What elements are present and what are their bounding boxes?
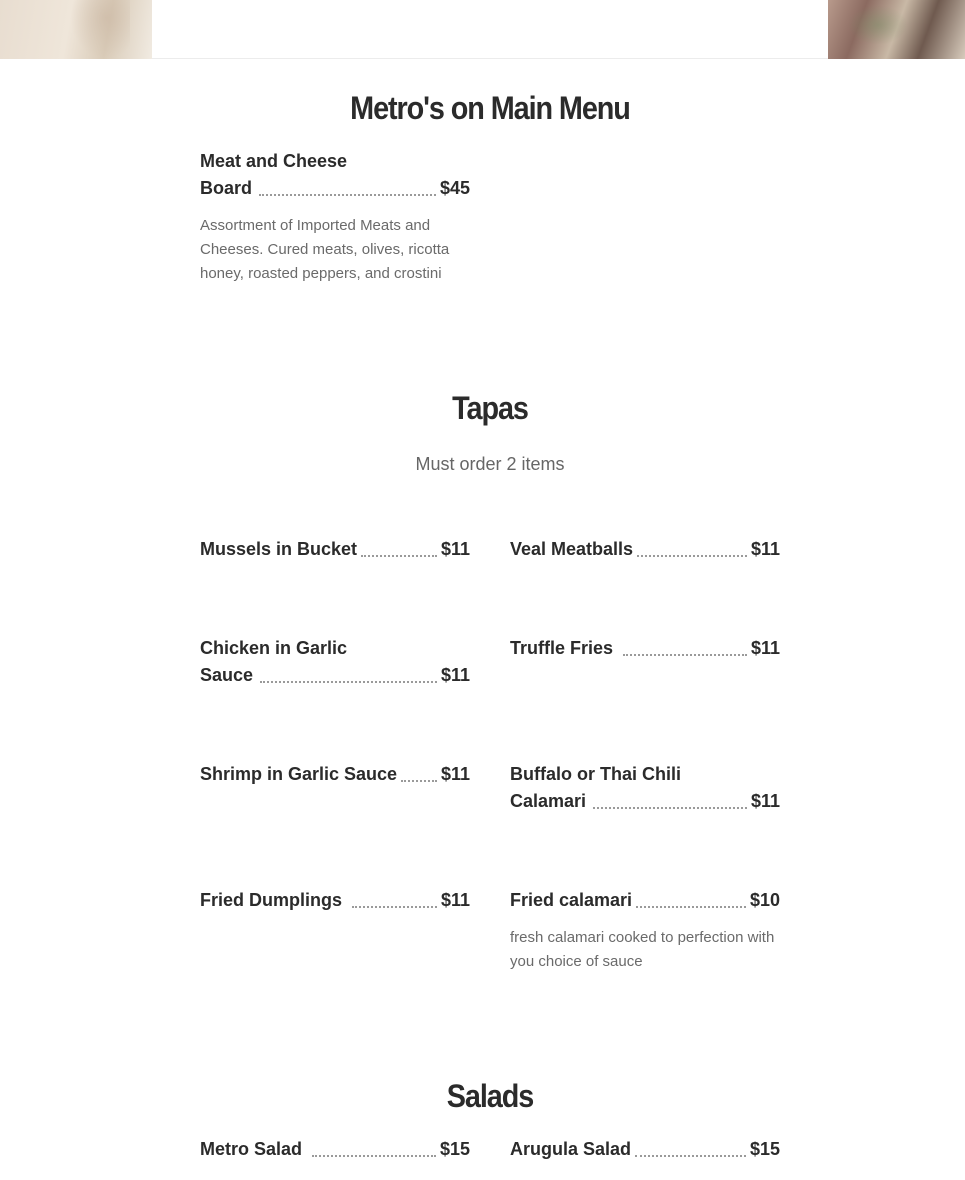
price-leader-buffalo-calamari <box>589 788 780 815</box>
item-price: $11 <box>750 638 780 658</box>
menu-item-veal-meatballs <box>510 536 780 563</box>
item-price: $11 <box>440 890 470 910</box>
item-price: $11 <box>440 539 470 559</box>
item-price: $11 <box>750 791 780 811</box>
item-price: $15 <box>749 1139 780 1159</box>
dot-leader <box>623 654 747 656</box>
item-name: Fried Dumplings <box>200 890 343 910</box>
dot-leader <box>260 681 437 683</box>
tapas-title: Tapas <box>452 390 528 426</box>
item-description: fresh calamari cooked to perfection with you choice of sauce <box>510 929 775 970</box>
item-header <box>510 536 780 563</box>
item-name: Chicken in Garlic Sauce <box>200 638 348 685</box>
item-price: $10 <box>749 890 780 910</box>
menu-item-fried-dumplings <box>200 887 470 914</box>
item-price: $11 <box>440 665 470 685</box>
item-header <box>200 536 470 563</box>
header-divider <box>152 58 828 59</box>
item-price: $15 <box>439 1139 470 1159</box>
header-photo-right <box>828 0 965 59</box>
item-name: Mussels in Bucket <box>200 539 358 559</box>
item-header <box>200 887 470 914</box>
menu-item-metro-salad <box>200 1136 470 1163</box>
dot-leader <box>401 780 437 782</box>
item-name: Metro Salad <box>200 1139 303 1159</box>
dot-leader <box>259 194 436 196</box>
item-price: $11 <box>750 539 780 559</box>
item-name: Shrimp in Garlic Sauce <box>200 764 398 784</box>
salads-title: Salads <box>446 1078 534 1114</box>
item-name: Fried calamari <box>510 890 633 910</box>
price-leader-chicken-garlic <box>256 662 470 689</box>
menu-item-arugula-salad <box>510 1136 780 1163</box>
item-price: $45 <box>439 178 470 198</box>
item-name: Arugula Salad <box>510 1139 632 1159</box>
item-name: Veal Meatballs <box>510 539 634 559</box>
tapas-subtitle: Must order 2 items <box>415 454 565 474</box>
item-header <box>510 1136 780 1163</box>
item-name: Buffalo or Thai Chili Calamari <box>510 764 681 811</box>
item-header <box>200 761 470 788</box>
dot-leader <box>361 555 437 557</box>
menu-item-shrimp-garlic <box>200 761 470 788</box>
dot-leader <box>635 1155 746 1157</box>
menu-item-fried-calamari <box>510 887 780 974</box>
item-header <box>510 887 780 914</box>
dot-leader <box>636 906 746 908</box>
item-header <box>200 1136 470 1163</box>
dot-leader <box>637 555 747 557</box>
menu-item-truffle-fries <box>510 635 780 662</box>
dot-leader <box>352 906 437 908</box>
item-description: Assortment of Imported Meats and Cheeses. Cured meats, olives, ricotta honey, roasted peppers, and crostini <box>200 217 450 282</box>
item-name: Truffle Fries <box>510 638 614 658</box>
item-price: $11 <box>440 764 470 784</box>
header-photo-left <box>0 0 152 59</box>
item-header <box>510 635 780 662</box>
menu-item-mussels <box>200 536 470 563</box>
dot-leader <box>593 807 747 809</box>
menu-item-meat-cheese-board <box>200 148 470 286</box>
item-name: Meat and Cheese Board <box>200 151 348 198</box>
main-menu-title: Metro's on Main Menu <box>350 90 630 126</box>
price-leader-meat-cheese-board <box>255 175 470 202</box>
dot-leader <box>312 1155 436 1157</box>
